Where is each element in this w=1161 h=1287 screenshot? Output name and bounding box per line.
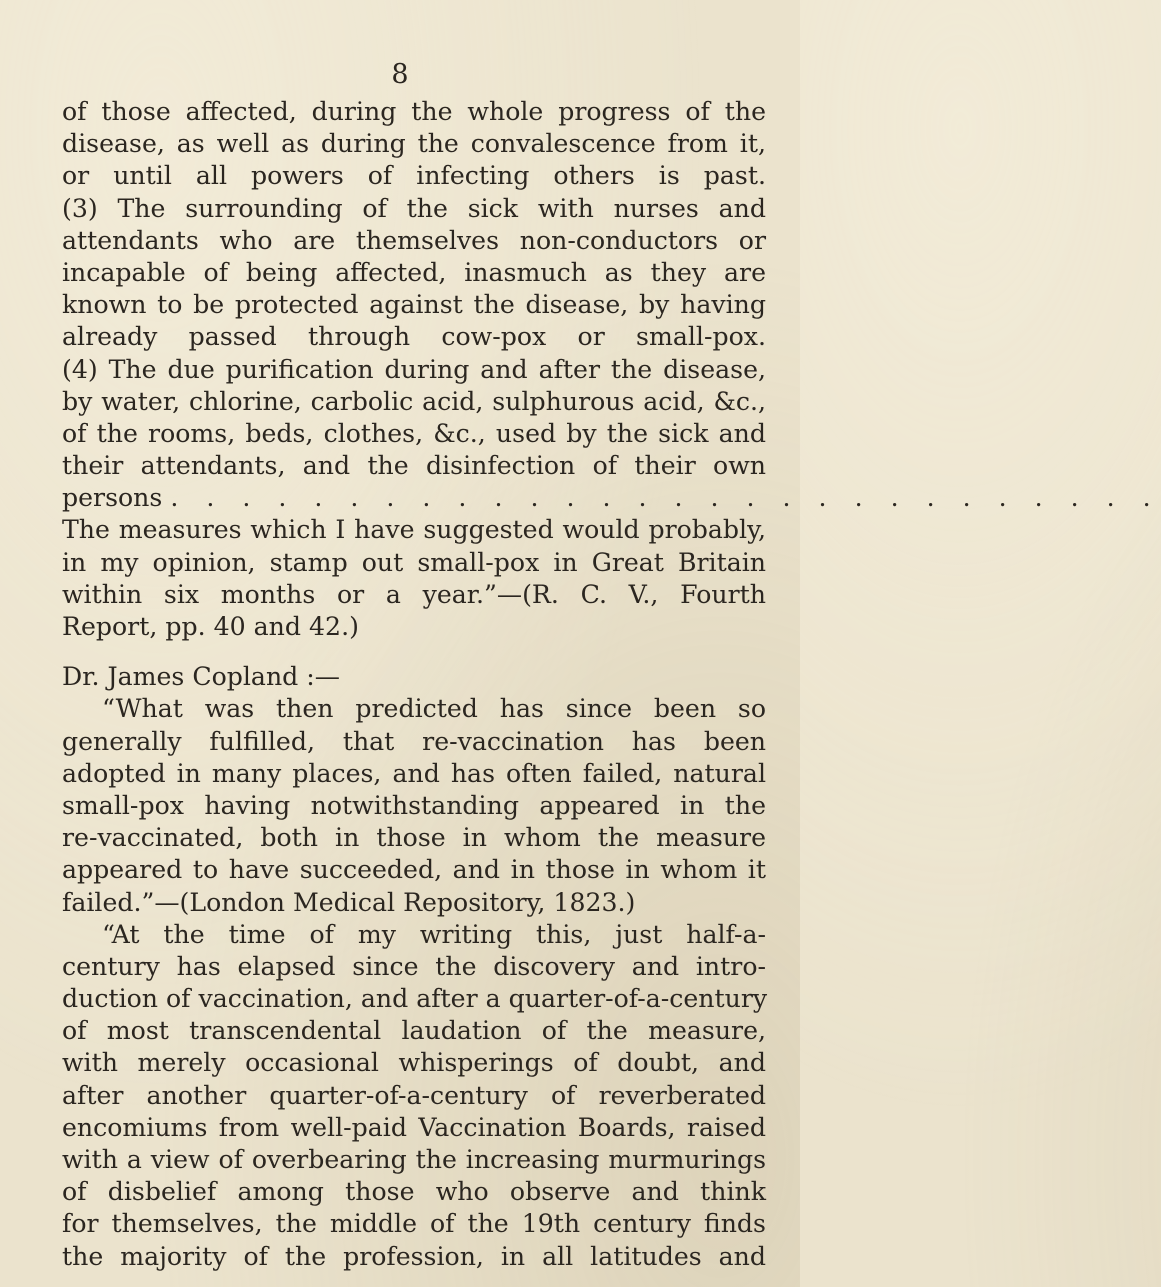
page-number: 8: [391, 59, 409, 90]
text-line: for themselves, the middle of the 19th century finds: [62, 1209, 766, 1239]
text-line: re-vaccinated, both in those in whom the measure: [62, 823, 766, 853]
text-line: generally fulfilled, that re-vaccination has been: [62, 726, 766, 756]
dotted-line: [62, 482, 1161, 514]
dotted-line-word: persons: [62, 483, 163, 513]
text-line: in my opinion, stamp out small-pox in Great Britain: [62, 547, 766, 577]
text-line: attendants who are themselves non-conductors or: [62, 225, 766, 255]
text-line: by water, chlorine, carbolic acid, sulphurous acid, &c.,: [62, 386, 766, 416]
dot-leader: . . . . . . . . . . . . . . . . . . . . . . . . . . . .: [170, 483, 1161, 513]
text-line: of the rooms, beds, clothes, &c., used by the sick and: [62, 418, 766, 448]
text-line: “What was then predicted has since been so: [102, 694, 766, 724]
text-line: of those affected, during the whole progress of the: [62, 97, 766, 126]
text-line: or until all powers of infecting others is past.: [62, 161, 766, 191]
paragraph-2: [62, 693, 766, 918]
text-line: adopted in many places, and has often failed, natural: [62, 758, 766, 788]
text-line: failed.”—(London Medical Repository, 1823.): [62, 887, 636, 917]
text-line: century has elapsed since the discovery and intro-: [62, 951, 766, 981]
text-line: encomiums from well-paid Vaccination Boards, raised: [62, 1112, 766, 1142]
text-line: known to be protected against the disease, by having: [62, 290, 766, 320]
text-line: within six months or a year.”—(R. C. V., Fourth: [62, 579, 766, 609]
text-line: small-pox having notwithstanding appeared in the: [62, 790, 766, 820]
text-line: The measures which I have suggested would probably,: [62, 515, 766, 545]
text-line: disease, as well as during the convalescence from it,: [62, 129, 766, 159]
section-heading: Dr. James Copland :—: [62, 662, 340, 692]
text-line: the majority of the profession, in all latitudes and: [62, 1241, 766, 1271]
text-line: appeared to have succeeded, and in those in whom it: [62, 855, 766, 885]
text-line: (4) The due purification during and after the disease,: [62, 354, 766, 384]
text-line: duction of vaccination, and after a quarter-of-a-century: [62, 984, 768, 1014]
text-line: of disbelief among those who observe and think: [62, 1177, 766, 1207]
text-line: with a view of overbearing the increasing murmurings: [62, 1145, 766, 1174]
body-text: [62, 96, 1161, 1273]
text-line: (3) The surrounding of the sick with nurses and: [62, 193, 766, 223]
text-line: already passed through cow-pox or small-pox.: [62, 322, 766, 352]
text-line: “At the time of my writing this, just half-a-: [102, 919, 766, 949]
paragraph-1: [62, 96, 1161, 643]
text-line: after another quarter-of-a-century of reverberated: [62, 1080, 766, 1110]
paragraph-3: [62, 919, 766, 1273]
text-line: their attendants, and the disinfection of their own: [62, 451, 766, 481]
paragraph-gap: [62, 643, 766, 661]
text-line: incapable of being affected, inasmuch as they are: [62, 257, 766, 287]
text-line: Report, pp. 40 and 42.): [62, 612, 359, 641]
text-line: of most transcendental laudation of the measure,: [62, 1016, 766, 1046]
text-line: with merely occasional whisperings of doubt, and: [62, 1048, 766, 1078]
